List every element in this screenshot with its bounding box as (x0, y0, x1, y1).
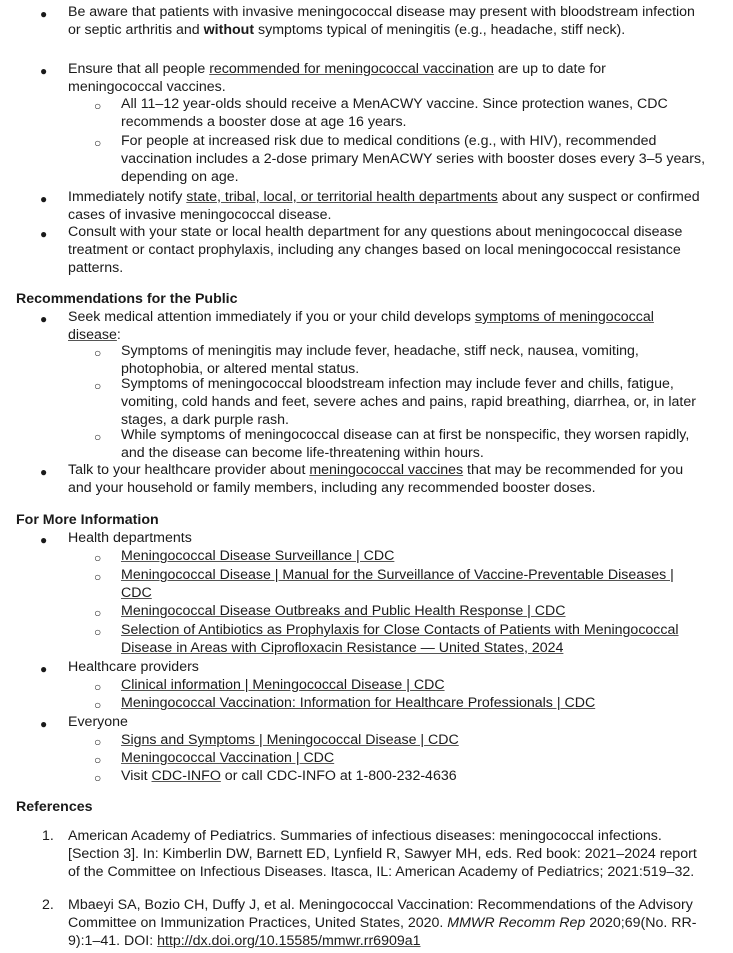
circle-bullet-icon: ○ (94, 379, 102, 393)
link-health-departments[interactable]: state, tribal, local, or territorial health departments (186, 189, 498, 205)
circle-bullet-icon: ○ (94, 625, 102, 639)
circle-bullet-icon: ○ (94, 430, 102, 444)
link-cdc-info[interactable]: CDC-INFO (151, 768, 221, 784)
link-item (121, 603, 707, 621)
link-doi[interactable]: http://dx.doi.org/10.15585/mmwr.rr6909a1 (157, 932, 421, 949)
reference-1: American Academy of Pediatrics. Summaries of infectious diseases: meningococcal infections. [Section 3]. In: Kimberlin DW, Barnett ED, Lynfield R, Sawyer MH, eds. Red book: 2021–2024 report of the Committee on Infectious Diseases. Itasca, IL: American Academy of Pediatrics; 2021:519–32. (68, 828, 697, 880)
link-item (121, 622, 707, 658)
reference-2: Mbaeyi SA, Bozio CH, Duffy J, et al. Meningococcal Vaccination: Recommendations of the Advisory Committee on Immunization Practices, United States, 2020. MMWR Recomm Rep 2020;69(No. RR-9):1–41. DOI: http://dx.doi.org/10.15585/mmwr.rr6909a1 (68, 897, 697, 949)
link-clinical-information[interactable]: Clinical information | Meningococcal Disease | CDC (121, 677, 445, 693)
link-item (121, 750, 707, 768)
reference-number: 1. (42, 828, 54, 844)
link-item (121, 548, 707, 566)
bullet-bloodstream: Be aware that patients with invasive meningococcal disease may present with bloodstream infection or septic arthritis and without symptoms typical of meningitis (e.g., headache, stiff neck). (68, 4, 695, 38)
group-healthcare-providers: Healthcare providers (68, 659, 199, 675)
circle-bullet-icon: ○ (94, 735, 102, 749)
link-item (121, 567, 707, 603)
bullet-icon: ● (40, 662, 48, 676)
link-vaccination-hcp[interactable]: Meningococcal Vaccination: Information for Healthcare Professionals | CDC (121, 695, 596, 711)
circle-bullet-icon: ○ (94, 771, 102, 785)
link-surveillance-manual[interactable]: Meningococcal Disease | Manual for the Surveillance of Vaccine-Preventable Diseases | CDC (121, 567, 674, 601)
public-heading: Recommendations for the Public (16, 291, 238, 307)
circle-bullet-icon: ○ (94, 99, 102, 113)
circle-bullet-icon: ○ (94, 698, 102, 712)
link-antibiotics-prophylaxis[interactable]: Selection of Antibiotics as Prophylaxis for Close Contacts of Patients with Meningococcal Disease in Areas with Ciprofloxacin Resistance — United States, 2024 (121, 622, 679, 656)
subbullet-bloodstream-symptoms: Symptoms of meningococcal bloodstream infection may include fever and chills, fatigue, vomiting, cold hands and feet, severe aches and pains, rapid breathing, diarrhea, or, in later stages, a dark purple rash. (121, 376, 696, 428)
link-signs-symptoms[interactable]: Signs and Symptoms | Meningococcal Disease | CDC (121, 732, 459, 748)
bullet-icon: ● (40, 64, 48, 78)
subbullet-menacwy: All 11–12 year-olds should receive a MenACWY vaccine. Since protection wanes, CDC recommends a booster dose at age 16 years. (121, 96, 668, 130)
link-surveillance[interactable]: Meningococcal Disease Surveillance | CDC (121, 548, 395, 564)
bullet-notify: Immediately notify state, tribal, local, or territorial health departments about any suspect or confirmed cases of invasive meningococcal disease. (68, 189, 700, 223)
link-item (121, 677, 707, 695)
circle-bullet-icon: ○ (94, 606, 102, 620)
bullet-icon: ● (40, 533, 48, 547)
link-outbreaks[interactable]: Meningococcal Disease Outbreaks and Public Health Response | CDC (121, 603, 566, 619)
reference-number: 2. (42, 897, 54, 913)
bullet-consult: Consult with your state or local health department for any questions about meningococcal disease treatment or contact prophylaxis, including any changes based on local meningococcal resistance patterns. (68, 224, 683, 276)
bullet-vaccination: Ensure that all people recommended for meningococcal vaccination are up to date for meningococcal vaccines. (68, 61, 606, 95)
bullet-icon: ● (40, 192, 48, 206)
link-item (121, 695, 707, 713)
subbullet-nonspecific: While symptoms of meningococcal disease can at first be nonspecific, they worsen rapidly, and the disease can become life-threatening within hours. (121, 427, 690, 461)
subbullet-increased-risk: For people at increased risk due to medical conditions (e.g., with HIV), recommended vaccination includes a 2-dose primary MenACWY series with booster doses every 3–5 years, depending on age. (121, 133, 706, 185)
link-item (121, 732, 707, 750)
circle-bullet-icon: ○ (94, 551, 102, 565)
subbullet-meningitis-symptoms: Symptoms of meningitis may include fever, headache, stiff neck, nausea, vomiting, photophobia, or altered mental status. (121, 343, 639, 377)
circle-bullet-icon: ○ (94, 680, 102, 694)
cdc-info-line: Visit CDC-INFO or call CDC-INFO at 1-800-232-4636 (121, 768, 457, 784)
group-everyone: Everyone (68, 714, 128, 730)
more-info-heading: For More Information (16, 512, 159, 528)
link-symptoms[interactable]: symptoms of meningococcal disease (68, 309, 654, 343)
bullet-seek-attention: Seek medical attention immediately if you or your child develops symptoms of meningococcal disease: (68, 309, 654, 343)
bullet-icon: ● (40, 465, 48, 479)
circle-bullet-icon: ○ (94, 570, 102, 584)
link-meningococcal-vaccines[interactable]: meningococcal vaccines (309, 462, 464, 478)
link-recommended-vaccination[interactable]: recommended for meningococcal vaccination (209, 61, 494, 77)
circle-bullet-icon: ○ (94, 136, 102, 150)
link-meningococcal-vaccination[interactable]: Meningococcal Vaccination | CDC (121, 750, 335, 766)
bullet-talk-provider: Talk to your healthcare provider about meningococcal vaccines that may be recommended for you and your household or family members, including any recommended booster doses. (68, 462, 684, 496)
bullet-icon: ● (40, 7, 48, 21)
circle-bullet-icon: ○ (94, 346, 102, 360)
group-health-departments: Health departments (68, 530, 192, 546)
bullet-icon: ● (40, 312, 48, 326)
bullet-icon: ● (40, 227, 48, 241)
references-heading: References (16, 799, 93, 815)
bullet-icon: ● (40, 717, 48, 731)
circle-bullet-icon: ○ (94, 753, 102, 767)
